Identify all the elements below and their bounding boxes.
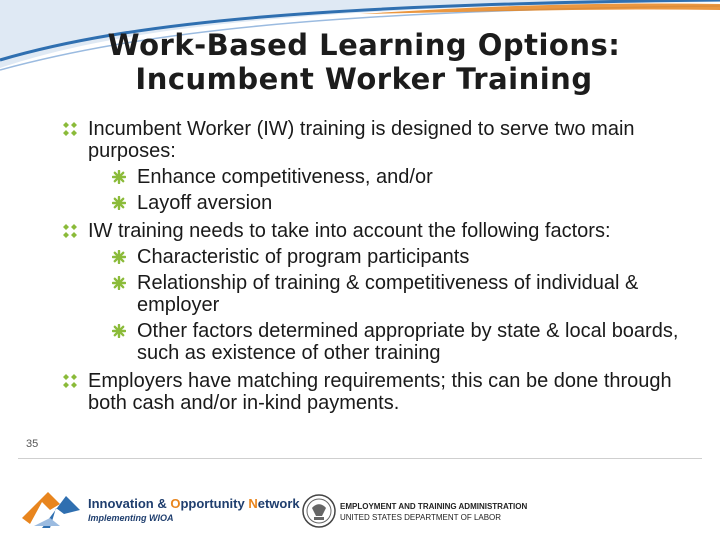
sub-bullet-item (112, 272, 682, 316)
ion-name-part2: pportunity (180, 496, 249, 511)
asterisk-burst-icon (112, 170, 126, 184)
ion-name-n: N (248, 496, 258, 511)
diamond-quad-icon (62, 373, 78, 389)
bullet-item (62, 220, 682, 364)
title-line-2: Incumbent Worker Training (135, 62, 593, 96)
sub-bullet-item (112, 166, 682, 188)
bullet-text: Incumbent Worker (IW) training is designed to serve two main purposes: (88, 118, 635, 162)
bullet-item (62, 118, 682, 214)
sub-bullet-text: Relationship of training & competitiveness of individual & employer (137, 272, 639, 316)
dol-name: UNITED STATES DEPARTMENT OF LABOR (340, 513, 502, 522)
asterisk-burst-icon (112, 324, 126, 338)
slide-title (0, 28, 720, 96)
diamond-quad-icon (62, 121, 78, 137)
sub-bullet-text: Other factors determined appropriate by state & local boards, such as existence of other training (137, 320, 679, 364)
sub-bullet-text: Enhance competitiveness, and/or (137, 166, 433, 188)
ion-name-part3: etwork (257, 496, 300, 511)
asterisk-burst-icon (112, 196, 126, 210)
bullet-list (62, 118, 682, 420)
bullet-item (62, 370, 682, 414)
diamond-quad-icon (62, 223, 78, 239)
innovation-opportunity-network-logo-icon (20, 488, 82, 530)
bullet-text: Employers have matching requirements; this can be done through both cash and/or in-kind payments. (88, 370, 672, 414)
ion-name-part1: Innovation & (88, 496, 171, 511)
footer-divider (18, 458, 702, 459)
page-number: 35 (26, 438, 39, 450)
title-line-1: Work-Based Learning Options: (107, 28, 621, 62)
sub-bullet-item (112, 320, 682, 364)
department-of-labor-seal-icon (302, 494, 336, 528)
ion-subtitle: Implementing WIOA (88, 513, 174, 523)
ion-brand-name (88, 496, 300, 511)
sub-bullet-text: Layoff aversion (137, 192, 273, 214)
sub-bullet-item (112, 246, 682, 268)
asterisk-burst-icon (112, 276, 126, 290)
asterisk-burst-icon (112, 250, 126, 264)
sub-bullet-item (112, 192, 682, 214)
sub-bullet-text: Characteristic of program participants (137, 246, 470, 268)
ion-name-o: O (170, 496, 181, 511)
bullet-text: IW training needs to take into account the following factors: (88, 220, 611, 242)
eta-name: EMPLOYMENT AND TRAINING ADMINISTRATION (340, 502, 528, 511)
